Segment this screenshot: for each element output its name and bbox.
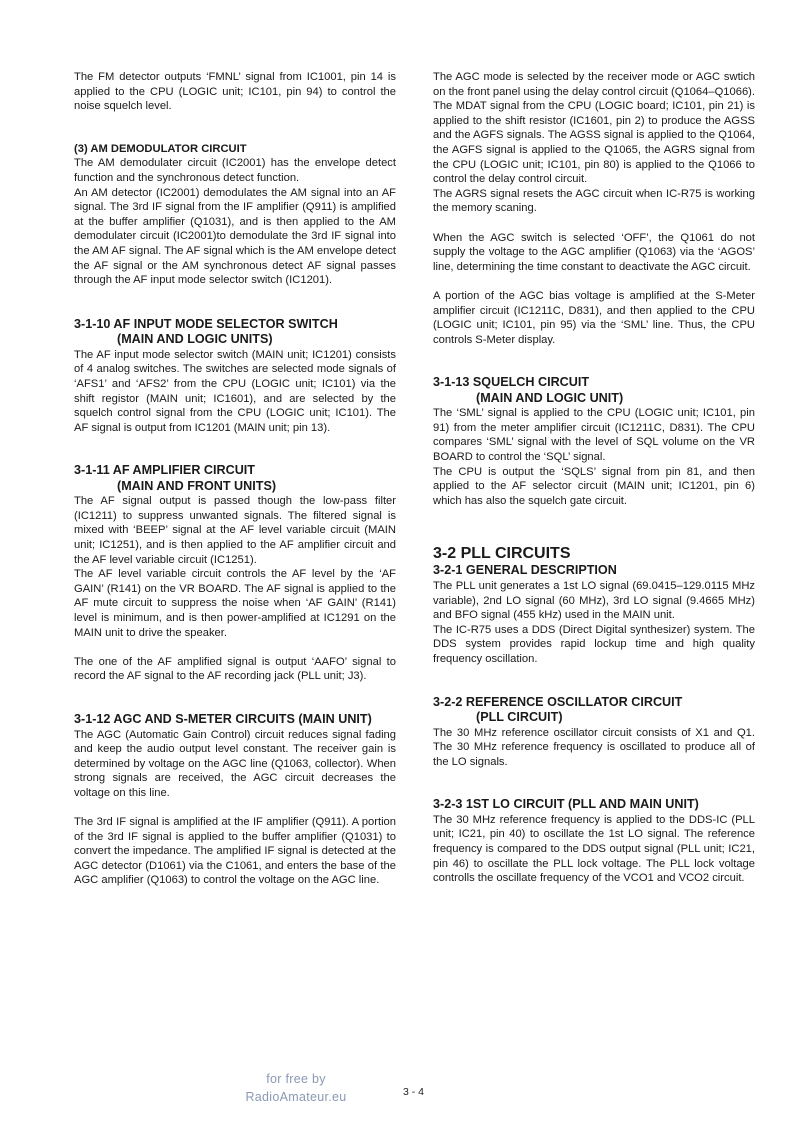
am-demodulator-paragraph-2: An AM detector (IC2001) demodulates the AM signal into an AF signal. The 3rd IF signal from the IF amplifier (Q911) is amplified at the buffer amplifier (Q1031), and is then applied to the AM demodulater circuit (IC2001)to demodulate the 3rd IF signal into the AM AF signal. The AF signal which is the AM envelope detect the AF signal or the AM synchronous detect AF signal passes through the AF input mode selector switch (IC1201). <box>74 186 396 287</box>
section-3-2-heading: 3-2 PLL CIRCUITS <box>433 545 571 563</box>
right-column <box>433 70 755 886</box>
agc-paragraph-2: The 3rd IF signal is amplified at the IF amplifier (Q911). A portion of the 3rd IF signal is applied to the buffer amplifier (Q1031) to convert the impedance. The amplified IF signal is detected at the AGC detector (D1061) via the C1061, and enters the base of the AGC amplifier (Q1063) to control the voltage on the AGC line. <box>74 816 396 887</box>
section-3-1-11-title: 3-1-11 AF AMPLIFIER CIRCUIT <box>74 463 255 478</box>
agc-mode-paragraph-2: The AGRS signal resets the AGC circuit when IC-R75 is working the memory scaning. <box>433 187 755 215</box>
section-3-1-13-heading <box>433 375 755 406</box>
section-3-1-13-title: 3-1-13 SQUELCH CIRCUIT <box>433 375 590 390</box>
watermark-line-1: for free by <box>266 1072 326 1086</box>
af-amplifier-paragraph-3: The one of the AF amplified signal is output ‘AAFO’ signal to record the AF signal to the AF recording jack (PLL unit; J3). <box>74 655 396 683</box>
agc-mode-paragraph-1: The AGC mode is selected by the receiver mode or AGC swtich on the front panel using the delay control circuit (Q1064–Q1066). The MDAT signal from the CPU (LOGIC board; IC101, pin 21) is applied to the shift resistor (IC1601, pin 2) to produce the AGSS and the AGFS signals. The AGSS signal is applied to the Q1064, the AGFS signal is applied to the Q1065, the AGRS signal from the CPU (LOGIC unit; IC101, pin 80) is applied to the Q1066 to control the delay control circuit. <box>433 71 755 186</box>
agc-mode-paragraph-4: A portion of the AGC bias voltage is amplified at the S-Meter amplifier circuit (IC1211C, D831), and then applied to the CPU (LOGIC unit; IC101, pin 95) via the ‘SML’ line. Thus, the CPU controls S-Meter display. <box>433 289 755 346</box>
section-3-2-2-title: 3-2-2 REFERENCE OSCILLATOR CIRCUIT <box>433 694 683 709</box>
pll-general-paragraph-1: The PLL unit generates a 1st LO signal (69.0415–129.0115 MHz variable), 2nd LO signal (60 MHz), 3rd LO signal (9.4665 MHz) and BFO signal (455 kHz) used in the MAIN unit. <box>433 579 755 622</box>
fm-detector-paragraph: The FM detector outputs ‘FMNL’ signal from IC1001, pin 14 is applied to the CPU (LOGIC unit; IC101, pin 94) to control the noise squelch level. <box>74 71 396 113</box>
af-amplifier-paragraph-1: The AF signal output is passed though the low-pass filter (IC1211) to suppress unwanted signals. The filtered signal is mixed with ‘BEEP’ signal at the AF level variable circuit (MAIN unit; IC1251), and is then applied to the AF amplifier circuit and the AF level variable circuit (IC1251). <box>74 495 396 566</box>
agc-mode-paragraph-3: When the AGC switch is selected ‘OFF’, the Q1061 do not supply the voltage to the AGC amplifier (Q1063) via the ‘AGOS’ line, determining the time constant to deactivate the AGC circuit. <box>433 231 755 273</box>
squelch-paragraph-2: The CPU is output the ‘SQLS’ signal from pin 81, and then applied to the AF selector circuit (MAIN unit; IC1201, pin 6) which has also the squelch gate circuit. <box>433 465 755 507</box>
page-number: 3 - 4 <box>403 1086 425 1098</box>
am-demodulator-heading: (3) AM DEMODULATOR CIRCUIT <box>74 142 247 155</box>
section-3-2-2-subtitle: (PLL CIRCUIT) <box>476 710 563 724</box>
reference-oscillator-paragraph: The 30 MHz reference oscillator circuit consists of X1 and Q1. The 30 MHz reference frequency is oscillated to produce all of the LO signals. <box>433 726 755 768</box>
squelch-paragraph-1: The ‘SML’ signal is applied to the CPU (LOGIC unit; IC101, pin 91) from the meter amplifier circuit (IC1211C, D831). The CPU compares ‘SML’ signal with the level of SQL volume on the VR BOARD to control the ‘SQL’ signal. <box>433 407 755 464</box>
section-3-1-10-title: 3-1-10 AF INPUT MODE SELECTOR SWITCH <box>74 316 338 331</box>
watermark-line-2: RadioAmateur.eu <box>245 1090 347 1104</box>
section-3-1-10-heading <box>74 317 396 348</box>
agc-paragraph-1: The AGC (Automatic Gain Control) circuit reduces signal fading and keep the audio output level constant. The receiver gain is determined by voltage on the AGC line (Q1063, collector). When strong signals are received, the AGC circuit decreases the voltage on this line. <box>74 728 396 799</box>
section-3-2-2-heading <box>433 695 755 726</box>
af-amplifier-paragraph-2: The AF level variable circuit controls the AF level by the ‘AF GAIN’ (R141) on the VR BOARD. The AF signal is applied to the AF mute circuit to suppress the noise when ‘AF GAIN’ (R141) level is minimum, and is then power-amplified at IC1291 on the MAIN unit to drive the speaker. <box>74 568 396 639</box>
section-3-1-11-heading <box>74 463 396 494</box>
section-3-1-11-subtitle: (MAIN AND FRONT UNITS) <box>117 478 277 493</box>
pll-general-paragraph-2: The IC-R75 uses a DDS (Direct Digital synthesizer) system. The DDS system provides rapid lockup time and high quality frequency oscillation. <box>433 623 755 665</box>
section-3-1-12-heading: 3-1-12 AGC AND S-METER CIRCUITS (MAIN UNIT) <box>74 712 372 726</box>
section-3-1-10-subtitle: (MAIN AND LOGIC UNITS) <box>117 332 273 347</box>
section-3-2-1-heading: 3-2-1 GENERAL DESCRIPTION <box>433 563 617 578</box>
am-demodulator-paragraph-1: The AM demodulater circuit (IC2001) has the envelope detect function and the synchronous detect function. <box>74 157 396 184</box>
section-3-1-13-subtitle: (MAIN AND LOGIC UNIT) <box>476 390 624 405</box>
watermark <box>236 1070 356 1106</box>
left-column <box>74 70 396 888</box>
af-input-selector-paragraph: The AF input mode selector switch (MAIN unit; IC1201) consists of 4 analog switches. The switches are selected mode signals of ‘AFS1’ and ‘AFS2’ from the CPU (LOGIC unit; IC101) via the shift registor (MAIN unit; IC1601), and are selected by the squelch control signal from the CPU (LOGIC unit; IC101). The AF signal is output from IC1201 (MAIN unit; pin 13). <box>74 348 396 434</box>
first-lo-paragraph: The 30 MHz reference frequency is applied to the DDS-IC (PLL unit; IC21, pin 40) to oscillate the 1st LO signal. The reference frequency is compared to the DDS output signal (PLL unit; IC21, pin 46) to oscillate the PLL lock voltage. The PLL lock voltage controlls the oscillate frequency of the VCO1 and VCO2 circuit. <box>433 813 755 885</box>
section-3-2-3-heading: 3-2-3 1ST LO CIRCUIT (PLL AND MAIN UNIT) <box>433 797 699 812</box>
